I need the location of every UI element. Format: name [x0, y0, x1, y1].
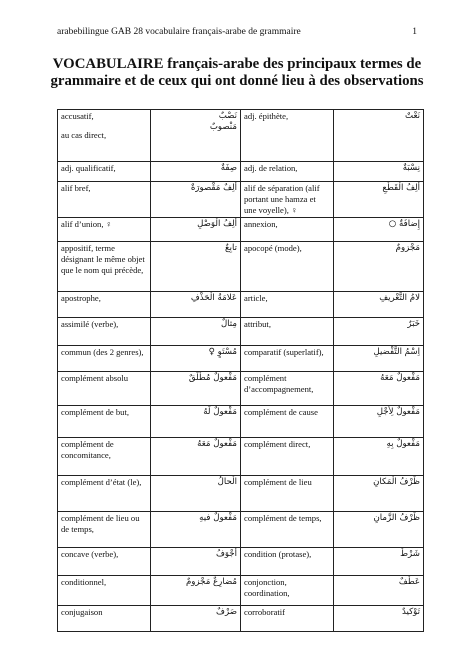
french-term: assimilé (verbe), — [61, 319, 119, 329]
arabic-term-cell — [151, 318, 241, 346]
arabic-term: عَطْفٌ — [398, 577, 420, 587]
arabic-term: شَرْطٌ — [400, 549, 420, 559]
french-term-cell — [58, 242, 151, 292]
french-term-cell — [241, 406, 334, 438]
arabic-term: الْحالُ — [217, 477, 237, 487]
arabic-term: مُضارِعٌ مَجْزومٌ — [185, 577, 237, 587]
table-row — [58, 476, 424, 512]
arabic-term-cell — [151, 576, 241, 606]
arabic-term: ظَرْفُ الْمَكانِ — [373, 477, 420, 487]
arabic-term-cell — [151, 476, 241, 512]
arabic-term-cell — [334, 110, 424, 162]
french-term-cell — [58, 606, 151, 632]
arabic-term: إِضافَةٌ ○ — [388, 219, 420, 229]
arabic-term-cell — [151, 406, 241, 438]
arabic-term: صَرْفٌ — [216, 607, 237, 617]
french-term: article, — [244, 293, 268, 303]
french-term: conditionnel, — [61, 577, 107, 587]
french-term: alif de séparation (alif portant une hamza et une voyelle), ♀ — [244, 183, 320, 215]
french-term-cell — [241, 606, 334, 632]
arabic-term-cell — [334, 406, 424, 438]
french-term-cell — [241, 110, 334, 162]
french-term-cell — [58, 292, 151, 318]
arabic-term: مَفْعولٌ لِأَجْلِ — [376, 407, 420, 417]
arabic-term: مَنْصوبٌ — [209, 122, 237, 132]
arabic-term: نَصْبٌ — [218, 111, 237, 121]
french-term-cell — [58, 476, 151, 512]
table-row — [58, 162, 424, 182]
french-term-cell — [58, 576, 151, 606]
table-row — [58, 576, 424, 606]
french-term: complément de temps, — [244, 513, 322, 523]
french-term-cell — [58, 438, 151, 476]
french-term: au cas direct, — [61, 130, 107, 140]
french-term: complément d’état (le), — [61, 477, 142, 487]
page-header — [57, 27, 417, 41]
french-term-cell — [58, 162, 151, 182]
arabic-term: مَفْعولٌ بِهِ — [386, 439, 420, 449]
french-term-cell — [241, 438, 334, 476]
arabic-term-cell — [151, 512, 241, 548]
french-term-cell — [58, 218, 151, 242]
french-term-cell — [58, 548, 151, 576]
arabic-term-cell — [151, 372, 241, 406]
arabic-term: صِفَةٌ — [220, 163, 237, 173]
page-number: 1 — [412, 27, 417, 37]
french-term-cell — [58, 110, 151, 162]
french-term: conjugaison — [61, 607, 103, 617]
french-term: complément de concomitance, — [61, 439, 114, 460]
arabic-term-cell — [334, 162, 424, 182]
arabic-term: أَلِفٌ مَقْصورَةٌ — [190, 183, 237, 193]
french-term-cell — [58, 372, 151, 406]
arabic-term-cell — [151, 346, 241, 372]
arabic-term: نِسْبَةٌ — [402, 163, 420, 173]
french-term: complément de but, — [61, 407, 130, 417]
french-term: accusatif, — [61, 111, 94, 121]
arabic-term: مِثالٌ — [220, 319, 237, 329]
french-term-cell — [241, 346, 334, 372]
arabic-term-cell — [151, 606, 241, 632]
table-row — [58, 548, 424, 576]
arabic-term-cell — [334, 218, 424, 242]
arabic-term-cell — [151, 110, 241, 162]
french-term-cell — [241, 318, 334, 346]
vocabulary-table — [57, 109, 424, 632]
arabic-term: نَعْتٌ — [405, 111, 420, 121]
arabic-term-cell — [334, 182, 424, 218]
arabic-term-cell — [151, 162, 241, 182]
french-term-cell — [241, 512, 334, 548]
arabic-term: اِسْمُ التَّفْضيلِ — [373, 347, 420, 357]
french-term: annexion, — [244, 219, 278, 229]
french-term-cell — [241, 548, 334, 576]
arabic-term-cell — [334, 438, 424, 476]
arabic-term: ظَرْفُ الزَّمانِ — [373, 513, 420, 523]
arabic-term-cell — [151, 182, 241, 218]
table-row — [58, 438, 424, 476]
french-term-cell — [241, 476, 334, 512]
french-term: comparatif (superlatif), — [244, 347, 324, 357]
title-line-1: VOCABULAIRE français-arabe des principaux termes de — [52, 56, 422, 72]
french-term: complément de lieu ou de temps, — [61, 513, 140, 534]
arabic-term-cell — [334, 346, 424, 372]
french-term: attribut, — [244, 319, 271, 329]
french-term-cell — [241, 182, 334, 218]
arabic-term-cell — [334, 318, 424, 346]
french-term: condition (protase), — [244, 549, 312, 559]
french-term: adj. épithète, — [244, 111, 289, 121]
table-row — [58, 218, 424, 242]
french-term: alif bref, — [61, 183, 91, 193]
arabic-term-cell — [151, 438, 241, 476]
french-term: complément de cause — [244, 407, 318, 417]
french-term: complément d’accompagnement, — [244, 373, 314, 394]
french-term: complément direct, — [244, 439, 311, 449]
french-term: adj. qualificatif, — [61, 163, 116, 173]
arabic-term: أَلِفُ الْقَطْعِ — [382, 183, 420, 193]
table-row — [58, 606, 424, 632]
french-term: complément absolu — [61, 373, 129, 383]
table-row — [58, 292, 424, 318]
arabic-term: عَلامَةُ الْحَذْفِ — [190, 293, 237, 303]
french-term-cell — [58, 406, 151, 438]
arabic-term-cell — [151, 548, 241, 576]
arabic-term: أَجْوَفُ — [215, 549, 237, 559]
table-row — [58, 372, 424, 406]
table-row — [58, 110, 424, 162]
french-term: conjonction, coordination, — [244, 577, 290, 598]
french-term: commun (des 2 genres), — [61, 347, 144, 357]
table-row — [58, 512, 424, 548]
table-row — [58, 242, 424, 292]
french-term: apostrophe, — [61, 293, 101, 303]
french-term: appositif, terme désignant le même objet que le nom qui précède, — [61, 243, 145, 275]
french-term: complément de lieu — [244, 477, 312, 487]
arabic-term: مَجْزومٌ — [395, 243, 420, 253]
french-term-cell — [58, 318, 151, 346]
arabic-term: مَفْعولٌ مُطْلَقٌ — [188, 373, 237, 383]
arabic-term: خَبَرٌ — [407, 319, 420, 329]
table-row — [58, 318, 424, 346]
arabic-term: مَفْعولٌ لَهُ — [203, 407, 237, 417]
title-line-2: grammaire et de ceux qui ont donné lieu à des observations — [50, 73, 424, 89]
arabic-term: أَلِفُ الْوَصْلِ — [197, 219, 237, 229]
arabic-term-cell — [151, 292, 241, 318]
french-term: adj. de relation, — [244, 163, 298, 173]
french-term-cell — [58, 512, 151, 548]
arabic-term-cell — [151, 218, 241, 242]
french-term-cell — [58, 182, 151, 218]
arabic-term: مَفْعولٌ فيهِ — [199, 513, 237, 523]
french-term-cell — [241, 242, 334, 292]
table-row — [58, 182, 424, 218]
french-term-cell — [241, 162, 334, 182]
french-term-cell — [241, 292, 334, 318]
table-row — [58, 346, 424, 372]
arabic-term-cell — [334, 548, 424, 576]
french-term: concave (verbe), — [61, 549, 119, 559]
arabic-term-cell — [334, 292, 424, 318]
french-term-cell — [241, 218, 334, 242]
french-term-cell — [241, 576, 334, 606]
arabic-term: مُسْتَوٍ ♀ — [208, 347, 237, 357]
arabic-term-cell — [334, 576, 424, 606]
french-term-cell — [241, 372, 334, 406]
arabic-term-cell — [334, 242, 424, 292]
arabic-term: مَفْعولٌ مَعَهُ — [380, 373, 420, 383]
header-text: arabebilingue GAB 28 vocabulaire français-arabe de grammaire — [57, 27, 301, 37]
document-title — [40, 56, 434, 90]
arabic-term: لامُ التَّعْريفِ — [379, 293, 420, 303]
french-term: apocopé (mode), — [244, 243, 302, 253]
arabic-term-cell — [334, 606, 424, 632]
arabic-term-cell — [334, 476, 424, 512]
arabic-term-cell — [151, 242, 241, 292]
arabic-term: تَوْكيدٌ — [401, 607, 420, 617]
french-term-cell — [58, 346, 151, 372]
arabic-term: مَفْعولٌ مَعَهُ — [197, 439, 237, 449]
arabic-term: تابِعٌ — [225, 243, 237, 253]
arabic-term-cell — [334, 512, 424, 548]
french-term: corroboratif — [244, 607, 286, 617]
arabic-term-cell — [334, 372, 424, 406]
french-term: alif d’union, ♀ — [61, 219, 113, 229]
table-row — [58, 406, 424, 438]
